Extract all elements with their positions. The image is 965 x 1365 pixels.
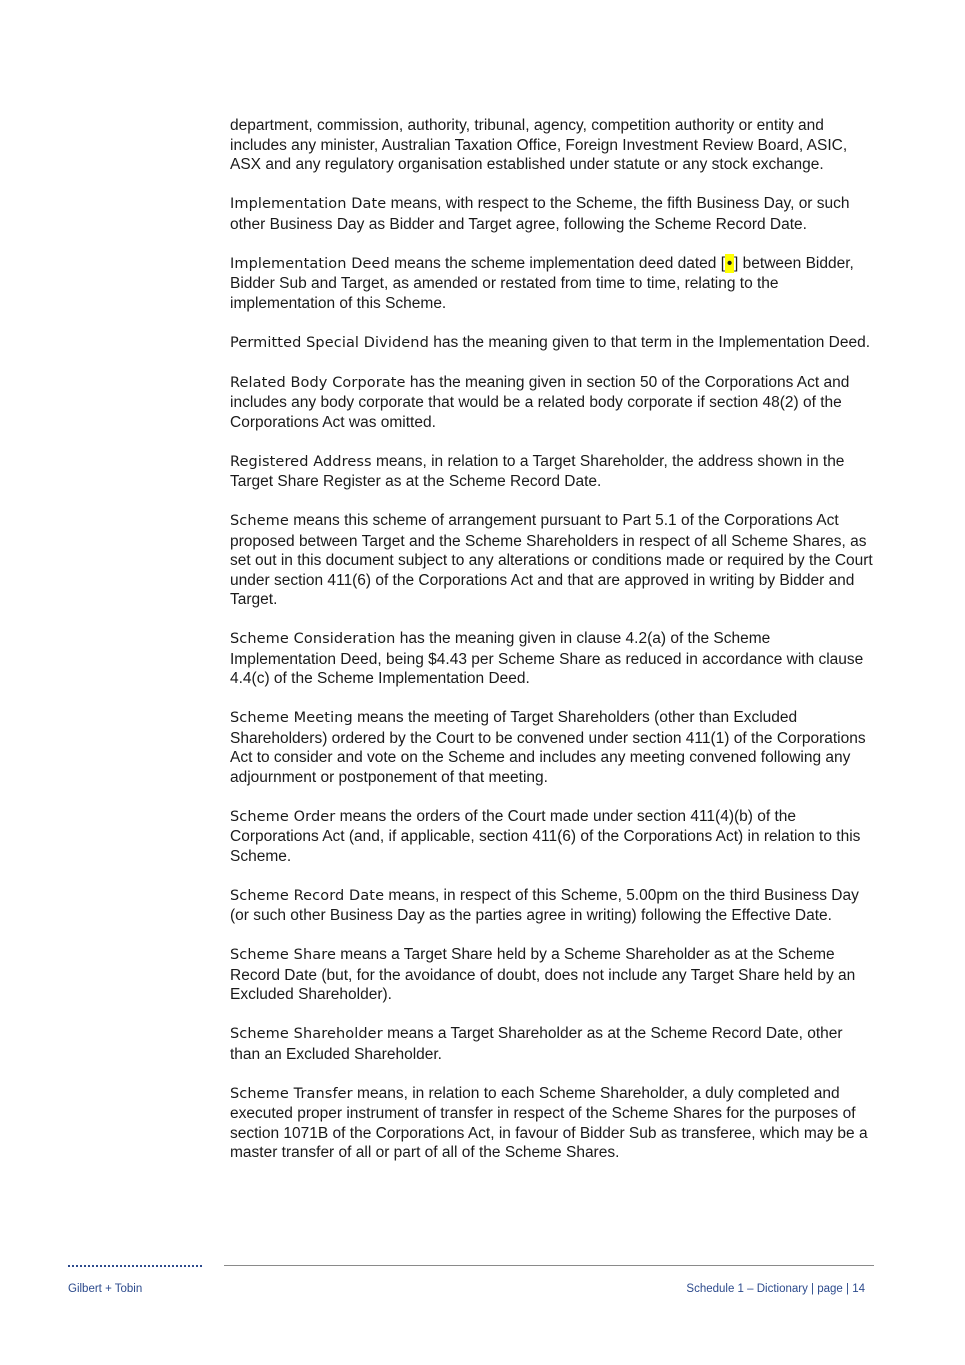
definition-text: means, in relation to a Target Shareholder, the address shown in the Target Share Register as at the Scheme Record Date. [230, 452, 845, 490]
definition-text: means the meeting of Target Shareholders (other than Excluded Shareholders) ordered by the Court to be convened under section 411(1) of the Corporations Act to consider and vote on the Scheme and includes any meeting convened following any adjournment or postponement of that meeting. [230, 709, 866, 786]
definition-scheme-shareholder [230, 1024, 876, 1064]
definition-scheme-consideration [230, 629, 876, 689]
definition-text: means, in relation to each Scheme Shareholder, a duly completed and executed proper instrument of transfer in respect of the Scheme Shares for the purposes of section 1071B of the Corporations Act, in favour of Bidder Sub as transferee, which may be a master transfer of all or part of all of the Scheme Shares. [230, 1084, 868, 1161]
footer-firm-name: Gilbert + Tobin [68, 1283, 143, 1295]
definition-scheme-order [230, 807, 876, 867]
definition-text: means the scheme implementation deed dated [ [389, 254, 726, 272]
defined-term: Scheme Transfer [230, 1085, 353, 1102]
defined-term: Scheme Meeting [230, 710, 353, 726]
definition-permitted-special-dividend [230, 333, 876, 354]
definition-text: means, with respect to the Scheme, the fifth Business Day, or such other Business Day as Bidder and Target agree, following the Scheme Record Date. [230, 195, 850, 233]
defined-term: Implementation Deed [230, 255, 390, 272]
definition-scheme-record-date [230, 886, 876, 926]
defined-term: Scheme Shareholder [230, 1026, 383, 1042]
defined-term: Scheme Share [230, 947, 336, 963]
defined-term: Related Body Corporate [230, 374, 406, 391]
footer-page-reference: Schedule 1 – Dictionary | page | 14 [686, 1283, 865, 1295]
definition-scheme-meeting [230, 708, 876, 787]
definition-text: means the orders of the Court made under section 411(4)(b) of the Corporations Act (and, if applicable, section 411(6) of the Corporations Act) in relation to this Scheme. [230, 807, 861, 865]
defined-term: Permitted Special Dividend [230, 334, 429, 351]
definition-text: has the meaning given to that term in the Implementation Deed. [428, 333, 871, 351]
defined-term: Scheme Record Date [230, 887, 385, 904]
defined-term: Scheme [230, 513, 289, 529]
defined-term: Registered Address [230, 453, 372, 470]
definition-text: means, in respect of this Scheme, 5.00pm on the third Business Day (or such other Business Day as the parties agree in writing) following the Effective Date. [230, 886, 859, 924]
definition-text: ] between Bidder, Bidder Sub and Target, as amended or restated from time to time, relating to the implementation of this Scheme. [230, 254, 854, 312]
definition-text: means a Target Shareholder as at the Scheme Record Date, other than an Excluded Shareholder. [230, 1025, 843, 1063]
definition-text: has the meaning given in clause 4.2(a) of the Scheme Implementation Deed, being $4.43 per Scheme Share as reduced in accordance with clause 4.4(c) of the Scheme Implementation Deed. [230, 630, 864, 687]
definition-registered-address [230, 452, 876, 492]
continuation-paragraph: department, commission, authority, tribunal, agency, competition authority or entity and includes any minister, Australian Taxation Office, Foreign Investment Review Board, ASIC, ASX and any regulatory organisation established under statute or any stock exchange. [230, 117, 848, 173]
definition-text: has the meaning given in section 50 of the Corporations Act and includes any body corporate that would be a related body corporate if section 48(2) of the Corporations Act was omitted. [230, 373, 850, 431]
definition-implementation-deed [230, 254, 876, 314]
defined-term: Implementation Date [230, 196, 387, 212]
definition-text: means a Target Share held by a Scheme Shareholder as at the Scheme Record Date (but, for the avoidance of doubt, does not include any Target Share held by an Excluded Shareholder). [230, 946, 856, 1003]
definition-implementation-date [230, 194, 876, 234]
definition-scheme-share [230, 945, 876, 1005]
definition-scheme [230, 511, 876, 610]
document-body [230, 116, 876, 1182]
defined-term: Scheme Order [230, 808, 336, 825]
date-placeholder-highlight: • [726, 254, 733, 272]
defined-term: Scheme Consideration [230, 631, 396, 647]
definition-text: means this scheme of arrangement pursuant to Part 5.1 of the Corporations Act proposed between Target and the Scheme Shareholders in respect of all Scheme Shares, as set out in this document subject to any alterations or conditions made or required by the Court under section 411(6) of the Corporations Act and that are approved in writing by Bidder and Target. [230, 512, 873, 608]
definition-related-body-corporate [230, 373, 876, 433]
definition-scheme-transfer [230, 1084, 876, 1163]
footer-dotted-divider [68, 1265, 202, 1267]
footer-rule-divider [224, 1265, 874, 1266]
